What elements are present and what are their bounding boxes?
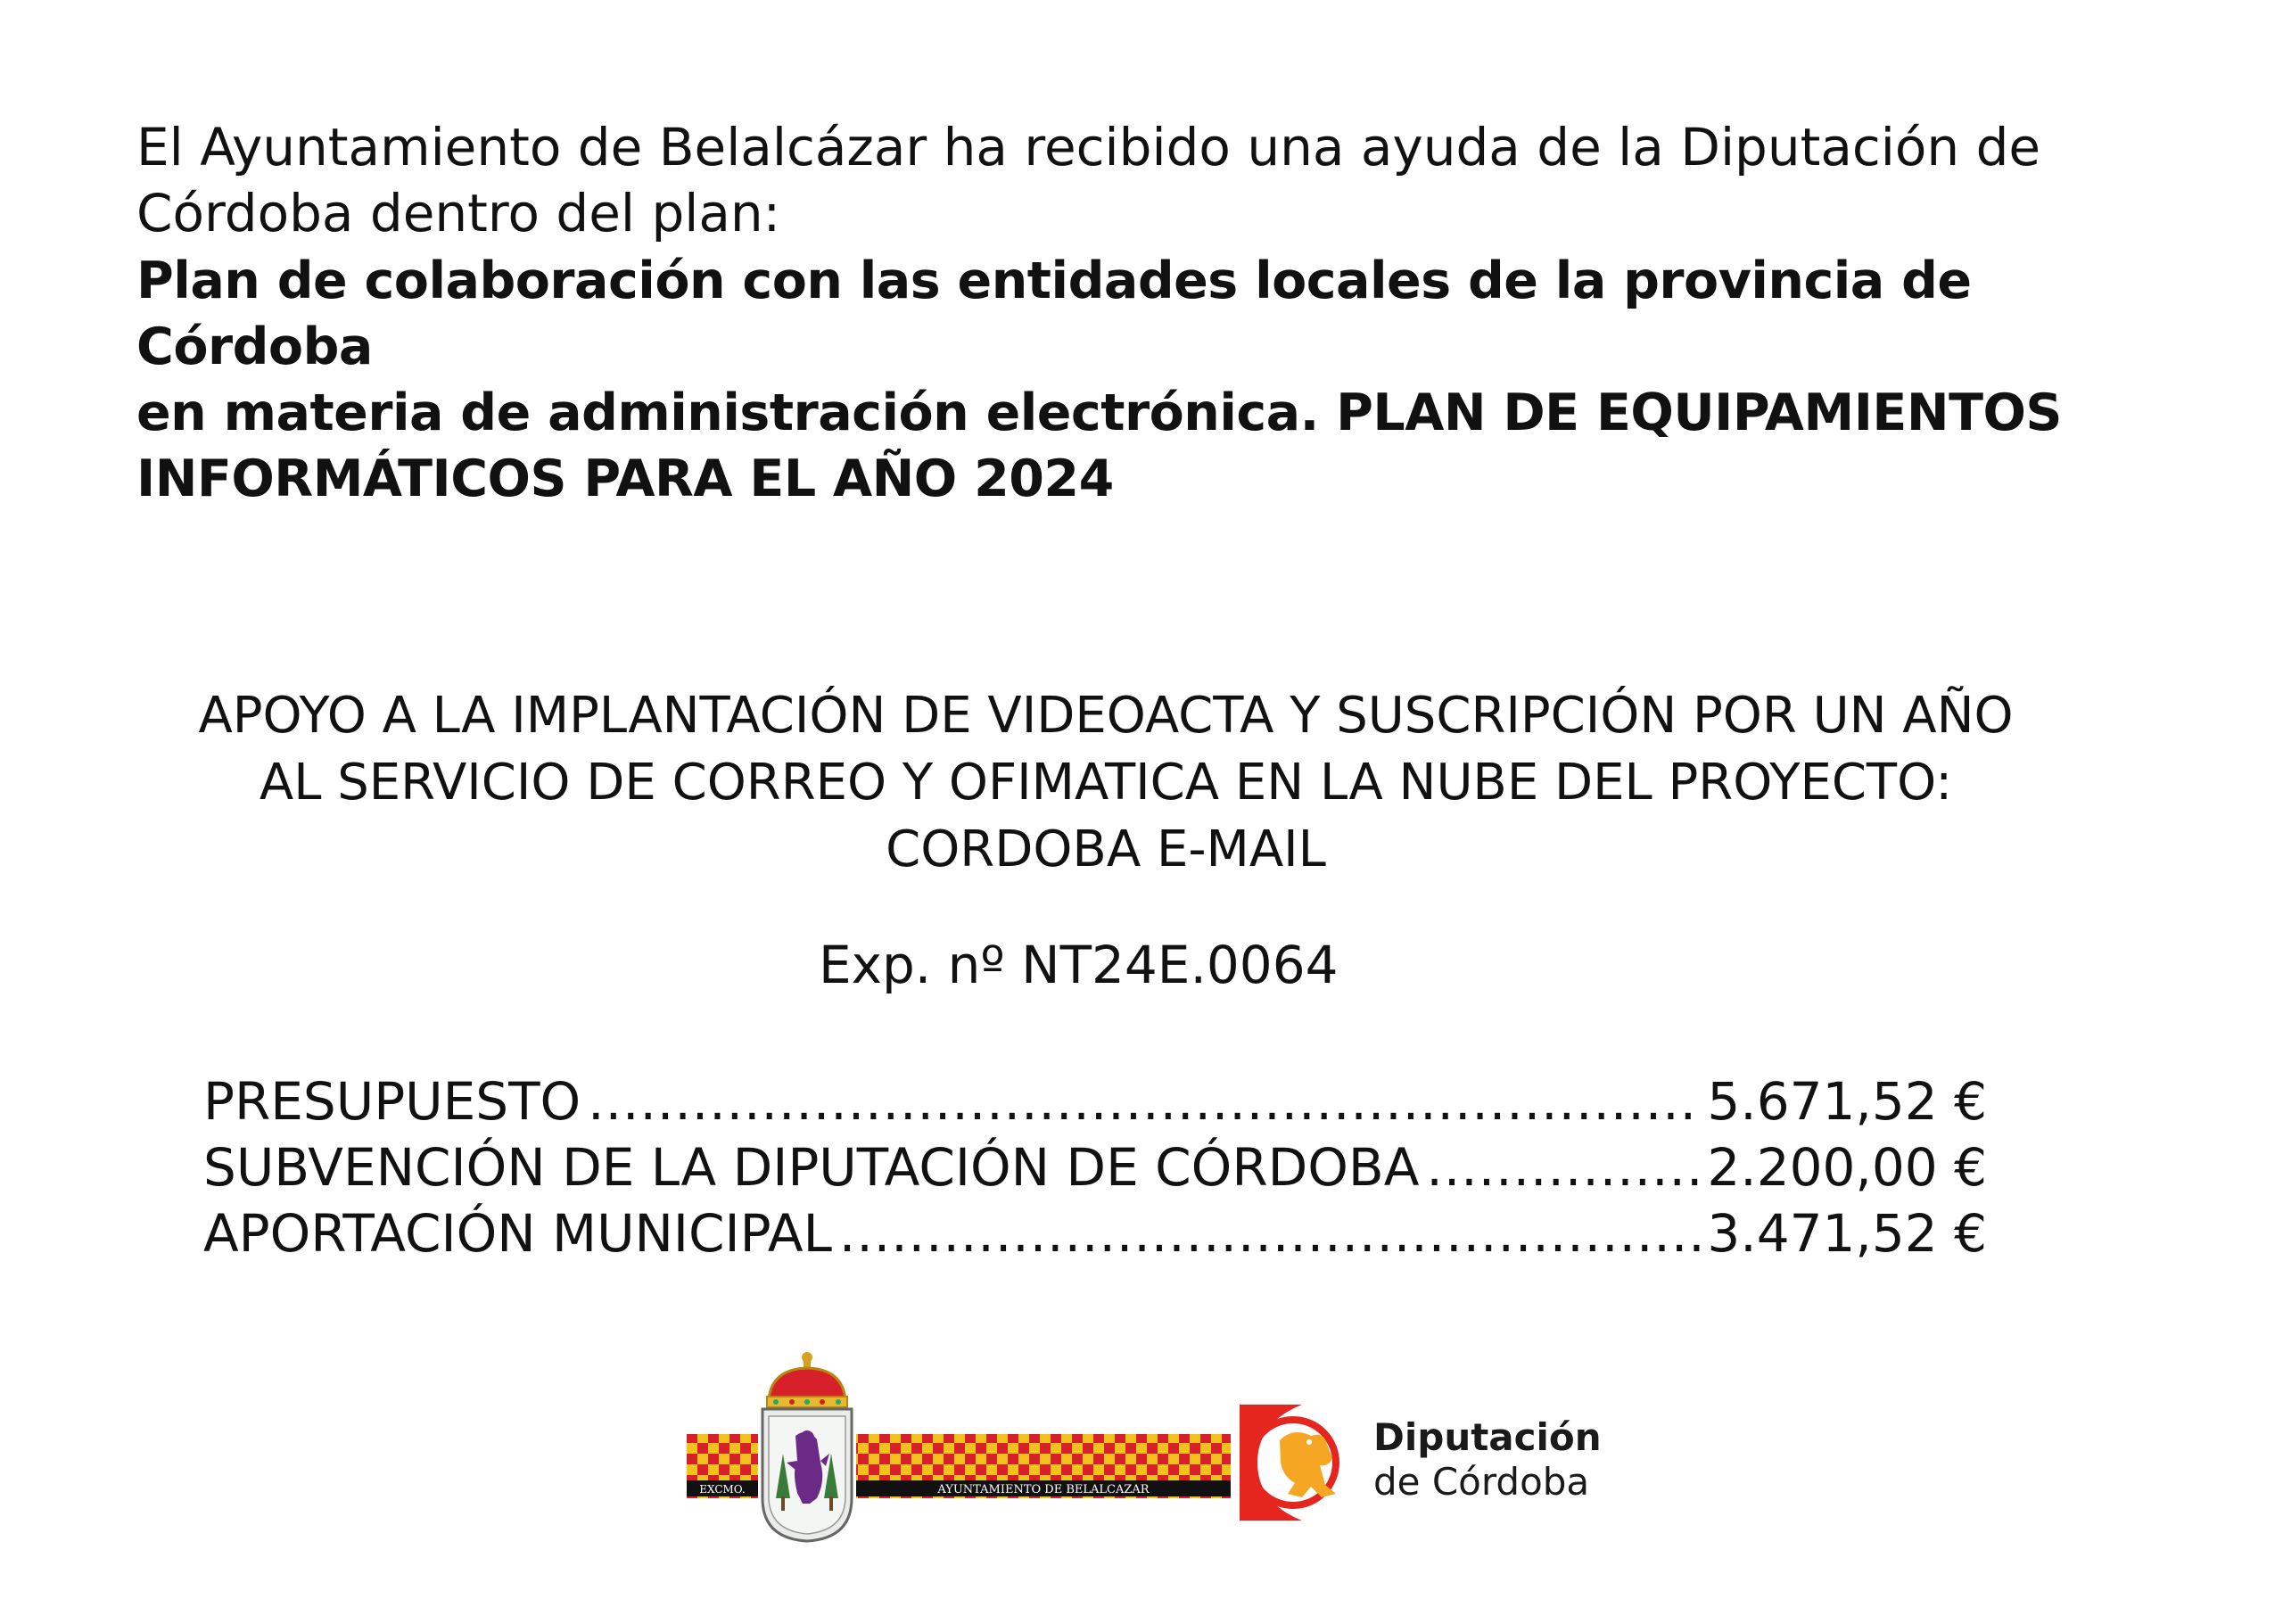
budget-table xyxy=(203,1068,1987,1266)
diputacion-logo xyxy=(1240,1405,1623,1521)
plan-line-3: INFORMÁTICOS PARA EL AÑO 2024 xyxy=(136,449,1114,508)
project-description xyxy=(0,682,2212,883)
budget-row-aportacion xyxy=(203,1200,1987,1266)
budget-label: APORTACIÓN MUNICIPAL xyxy=(203,1203,832,1264)
budget-row-presupuesto xyxy=(203,1068,1987,1134)
project-line-2: AL SERVICIO DE CORREO Y OFIMATICA EN LA NUBE DEL PROYECTO: xyxy=(259,754,1953,812)
belalcazar-left-text: EXCMO. xyxy=(699,1483,746,1496)
leader-dots xyxy=(1426,1134,1700,1200)
leader-dots xyxy=(839,1200,1700,1266)
budget-amount: 2.200,00 € xyxy=(1707,1137,1987,1198)
budget-label: PRESUPUESTO xyxy=(203,1071,581,1132)
project-line-3: CORDOBA E-MAIL xyxy=(886,820,1326,878)
diputacion-wordmark xyxy=(1373,1415,1602,1504)
project-line-1: APOYO A LA IMPLANTACIÓN DE VIDEOACTA Y SUSCRIPCIÓN POR UN AÑO xyxy=(198,687,2014,745)
budget-amount: 3.471,52 € xyxy=(1707,1203,1987,1264)
intro-line-1: El Ayuntamiento de Belalcázar ha recibido una ayuda de la Diputación de xyxy=(136,117,2041,177)
plan-line-1: Plan de colaboración con las entidades locales de la provincia de Córdoba xyxy=(136,251,1972,376)
intro-line-2: Córdoba dentro del plan: xyxy=(136,183,781,243)
budget-row-subvencion xyxy=(203,1134,1987,1200)
belalcazar-logo xyxy=(687,1347,1231,1543)
diputacion-emblem-icon xyxy=(1240,1405,1356,1521)
plan-line-2: en materia de administración electrónica. PLAN DE EQUIPAMIENTOS xyxy=(136,383,2062,442)
crown-icon xyxy=(767,1352,847,1407)
budget-label: SUBVENCIÓN DE LA DIPUTACIÓN DE CÓRDOBA xyxy=(203,1137,1420,1198)
shield-icon xyxy=(762,1409,852,1541)
intro-paragraph xyxy=(136,114,2179,246)
belalcazar-right-text: AYUNTAMIENTO DE BELALCAZAR xyxy=(937,1483,1150,1496)
diputacion-line-2: de Córdoba xyxy=(1373,1460,1590,1504)
logos-footer xyxy=(687,1347,1623,1552)
expediente-number: Exp. nº NT24E.0064 xyxy=(819,935,1339,995)
plan-title xyxy=(136,248,2188,512)
budget-amount: 5.671,52 € xyxy=(1707,1071,1987,1132)
leader-dots xyxy=(588,1068,1700,1134)
diputacion-line-1: Diputación xyxy=(1373,1415,1602,1459)
